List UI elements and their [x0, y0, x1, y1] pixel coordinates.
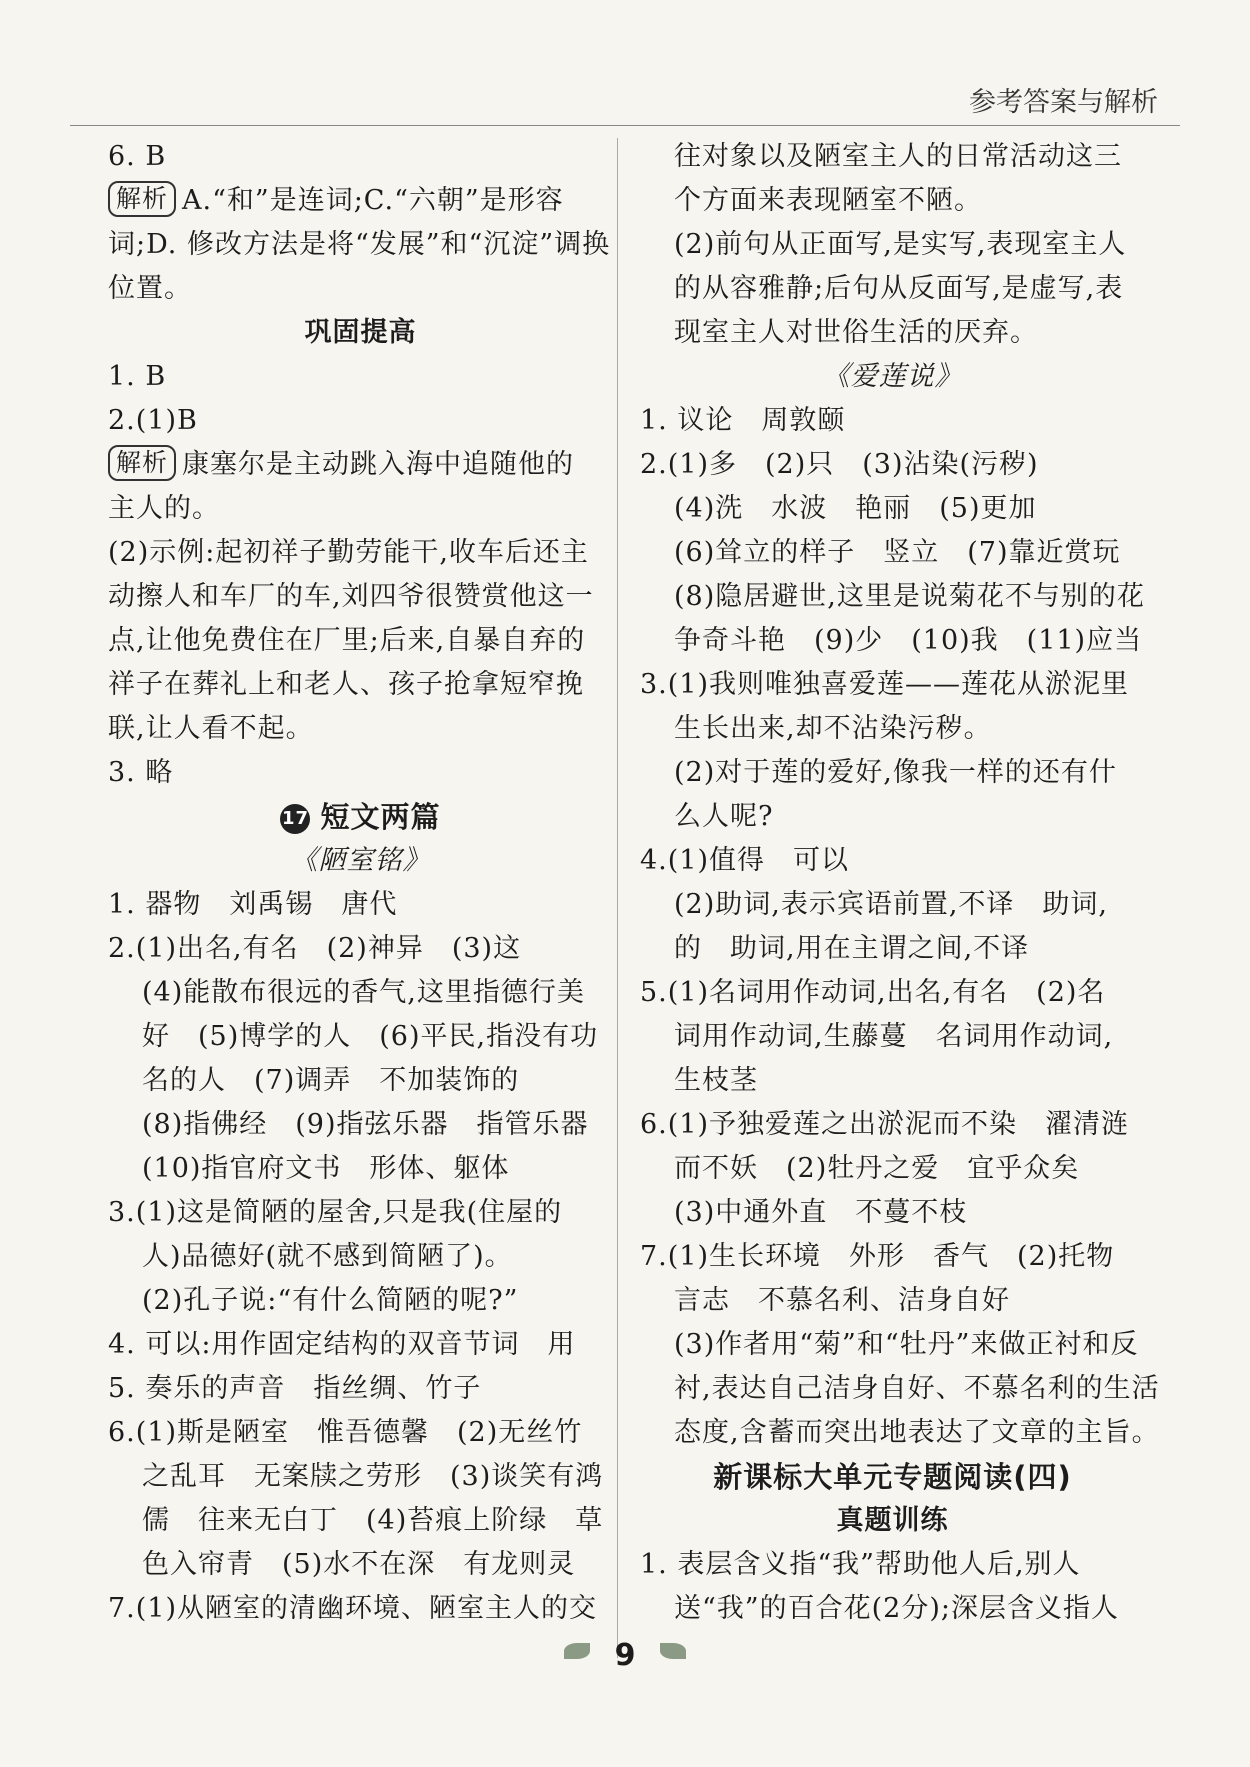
answer-line: [108, 751, 613, 795]
line-text: 现室主人对世俗生活的厌弃。: [674, 317, 1038, 348]
answer-line: [640, 531, 1145, 575]
line-text: 4.(1)值得 可以: [640, 845, 850, 876]
line-text: 名的人 (7)调弄 不加装饰的: [142, 1065, 520, 1096]
line-text: 态度,含蓄而突出地表达了文章的主旨。: [674, 1417, 1160, 1448]
page-number: 9: [614, 1638, 636, 1673]
line-text: 康塞尔是主动跳入海中追随他的: [182, 449, 575, 480]
answer-line: [640, 1587, 1145, 1631]
line-text: 主人的。: [108, 493, 220, 524]
answer-line: [640, 179, 1145, 223]
answer-line: [108, 707, 613, 751]
line-text: 1. 议论 周敦颐: [640, 405, 846, 436]
lesson-title: [108, 795, 613, 839]
line-text: 2.(1)多 (2)只 (3)沾染(污秽): [640, 449, 1039, 480]
answer-line: [640, 1059, 1145, 1103]
answer-line: [108, 487, 613, 531]
line-text: 色入帘青 (5)水不在深 有龙则灵: [142, 1549, 576, 1580]
leaf-icon: [660, 1643, 686, 1659]
answer-line: [640, 1543, 1145, 1587]
answer-line: [640, 1015, 1145, 1059]
answer-line: [640, 135, 1145, 179]
line-text: 7.(1)从陋室的清幽环境、陋室主人的交: [108, 1593, 598, 1624]
answer-line: [640, 1235, 1145, 1279]
line-text: 6.(1)予独爱莲之出淤泥而不染 濯清涟: [640, 1109, 1130, 1140]
line-text: (6)耸立的样子 竖立 (7)靠近赏玩: [674, 537, 1121, 568]
answer-line: [108, 1059, 613, 1103]
answer-line: [640, 487, 1145, 531]
line-text: 送“我”的百合花(2分);深层含义指人: [674, 1593, 1119, 1624]
line-text: 之乱耳 无案牍之劳形 (3)谈笑有鸿: [142, 1461, 604, 1492]
line-text: 好 (5)博学的人 (6)平民,指没有功: [142, 1021, 599, 1052]
answer-line: [640, 1367, 1160, 1411]
analysis-tag: 解析: [108, 181, 176, 217]
answer-line: [108, 927, 613, 971]
line-text: 衬,表达自己洁身自好、不慕名利的生活: [674, 1373, 1160, 1404]
answer-line: [640, 575, 1145, 619]
answer-line: [108, 1235, 613, 1279]
line-text: 点,让他免费住在厂里;后来,自暴自弃的: [108, 625, 586, 656]
page-number-footer: [0, 1638, 1250, 1673]
line-text: 1. 器物 刘禹锡 唐代: [108, 889, 398, 920]
answer-line: [108, 1367, 613, 1411]
answer-line: [108, 223, 613, 267]
right-column: [640, 135, 1160, 1631]
answer-line: [108, 1279, 613, 1323]
analysis-tag: 解析: [108, 445, 176, 481]
answer-line: [640, 1411, 1160, 1455]
answer-line: [640, 1147, 1145, 1191]
left-column: [108, 135, 613, 1631]
line-text: 1. 表层含义指“我”帮助他人后,别人: [640, 1549, 1081, 1580]
line-text: (2)前句从正面写,是实写,表现室主人: [674, 229, 1127, 260]
line-text: 2.(1)出名,有名 (2)神异 (3)这: [108, 933, 522, 964]
line-text: 3.(1)我则唯独喜爱莲——莲花从淤泥里: [640, 669, 1130, 700]
answer-line: [108, 135, 613, 179]
line-text: 而不妖 (2)牡丹之爱 宜乎众矣: [674, 1153, 1080, 1184]
line-text: 6.(1)斯是陋室 惟吾德馨 (2)无丝竹: [108, 1417, 583, 1448]
leaf-icon: [564, 1643, 590, 1659]
section-heading: [108, 311, 613, 355]
page-header-title: 参考答案与解析: [969, 87, 1158, 118]
answer-line: [640, 839, 1145, 883]
line-text: 《爱莲说》: [822, 361, 963, 392]
line-text: 的从容雅静;后句从反面写,是虚写,表: [674, 273, 1124, 304]
answer-line: [108, 575, 613, 619]
answer-line: [108, 1411, 613, 1455]
line-text: 言志 不慕名利、洁身自好: [674, 1285, 1010, 1316]
line-text: 争奇斗艳 (9)少 (10)我 (11)应当: [674, 625, 1143, 656]
line-text: (8)隐居避世,这里是说菊花不与别的花: [674, 581, 1145, 612]
line-text: 5.(1)名词用作动词,出名,有名 (2)名: [640, 977, 1106, 1008]
line-text: 3.(1)这是简陋的屋舍,只是我(住屋的: [108, 1197, 563, 1228]
line-text: 短文两篇: [320, 800, 441, 834]
answer-line: [108, 1499, 613, 1543]
line-text: 5. 奏乐的声音 指丝绸、竹子: [108, 1373, 482, 1404]
line-text: 新课标大单元专题阅读(四): [713, 1460, 1072, 1494]
answer-line: [640, 223, 1145, 267]
line-text: (2)示例:起初祥子勤劳能干,收车后还主: [108, 537, 589, 568]
line-text: 6. B: [108, 141, 167, 172]
answer-line: [640, 1103, 1145, 1147]
answer-line: [640, 619, 1145, 663]
line-text: 祥子在葬礼上和老人、孩子抢拿短窄挽: [108, 669, 584, 700]
line-text: 1. B: [108, 361, 167, 392]
answer-line: [640, 1279, 1145, 1323]
line-text: 7.(1)生长环境 外形 香气 (2)托物: [640, 1241, 1115, 1272]
answer-line: [108, 1323, 613, 1367]
answer-line: [108, 883, 613, 927]
answer-line: [108, 1587, 613, 1631]
answer-line: [108, 531, 613, 575]
answer-line: [108, 267, 613, 311]
answer-line: [640, 707, 1145, 751]
line-text: (2)助词,表示宾语前置,不译 助词,: [674, 889, 1108, 920]
answer-line: [640, 883, 1145, 927]
answer-line: [108, 1147, 613, 1191]
answer-line: [640, 663, 1145, 707]
answer-line: [640, 1191, 1145, 1235]
line-text: (3)中通外直 不蔓不枝: [674, 1197, 968, 1228]
line-text: (4)能散布很远的香气,这里指德行美: [142, 977, 585, 1008]
header-rule: [70, 125, 1180, 126]
line-text: 生枝茎: [674, 1065, 758, 1096]
line-text: 2.(1)B: [108, 405, 198, 436]
line-text: 3. 略: [108, 757, 174, 788]
subsection-title: [108, 839, 613, 883]
answer-line: [108, 1543, 613, 1587]
answer-line: [108, 443, 613, 487]
line-text: A.“和”是连词;C.“六朝”是形容: [182, 185, 564, 216]
answer-line: [108, 1191, 613, 1235]
line-text: (10)指官府文书 形体、躯体: [142, 1153, 510, 1184]
column-divider: [617, 138, 618, 1658]
answer-line: [108, 1455, 613, 1499]
answer-line: [640, 399, 1145, 443]
line-text: 儒 往来无白丁 (4)苔痕上阶绿 草: [142, 1505, 604, 1536]
line-text: (2)对于莲的爱好,像我一样的还有什: [674, 757, 1117, 788]
line-text: 的 助词,用在主谓之间,不译: [674, 933, 1030, 964]
line-text: 真题训练: [836, 1505, 949, 1536]
answer-line: [640, 795, 1145, 839]
answer-line: [640, 1323, 1145, 1367]
line-text: 位置。: [108, 273, 192, 304]
subsection-title: [640, 355, 1145, 399]
answer-line: [108, 355, 613, 399]
section-heading: [640, 1499, 1145, 1543]
line-text: 《陋室铭》: [290, 845, 431, 876]
answer-line: [108, 663, 613, 707]
line-text: 动擦人和车厂的车,刘四爷很赞赏他这一: [108, 581, 594, 612]
line-text: 词用作动词,生藤蔓 名词用作动词,: [674, 1021, 1114, 1052]
line-text: 往对象以及陋室主人的日常活动这三: [674, 141, 1122, 172]
answer-line: [640, 927, 1145, 971]
line-text: (2)孔子说:“有什么简陋的呢?”: [142, 1285, 519, 1316]
section-heading: [640, 1455, 1145, 1499]
answer-line: [108, 399, 613, 443]
line-text: 4. 可以:用作固定结构的双音节词 用: [108, 1329, 576, 1360]
answer-line: [640, 267, 1145, 311]
line-text: 巩固提高: [304, 317, 417, 348]
answer-line: [108, 1015, 613, 1059]
line-text: (8)指佛经 (9)指弦乐器 指管乐器: [142, 1109, 589, 1140]
line-text: 么人呢?: [674, 801, 774, 832]
answer-line: [108, 971, 613, 1015]
line-text: 个方面来表现陋室不陋。: [674, 185, 982, 216]
answer-line: [108, 1103, 613, 1147]
answer-line: [640, 971, 1145, 1015]
line-text: 联,让人看不起。: [108, 713, 314, 744]
answer-line: [640, 311, 1145, 355]
line-text: (3)作者用“菊”和“牡丹”来做正衬和反: [674, 1329, 1139, 1360]
answer-line: [108, 619, 613, 663]
line-text: 生长出来,却不沾染污秽。: [674, 713, 992, 744]
line-text: 人)品德好(就不感到简陋了)。: [142, 1241, 513, 1272]
line-text: 词;D. 修改方法是将“发展”和“沉淀”调换: [108, 229, 611, 260]
lesson-number-badge: 17: [280, 804, 310, 834]
answer-line: [108, 179, 613, 223]
answer-line: [640, 751, 1145, 795]
answer-line: [640, 443, 1145, 487]
line-text: (4)洗 水波 艳丽 (5)更加: [674, 493, 1037, 524]
